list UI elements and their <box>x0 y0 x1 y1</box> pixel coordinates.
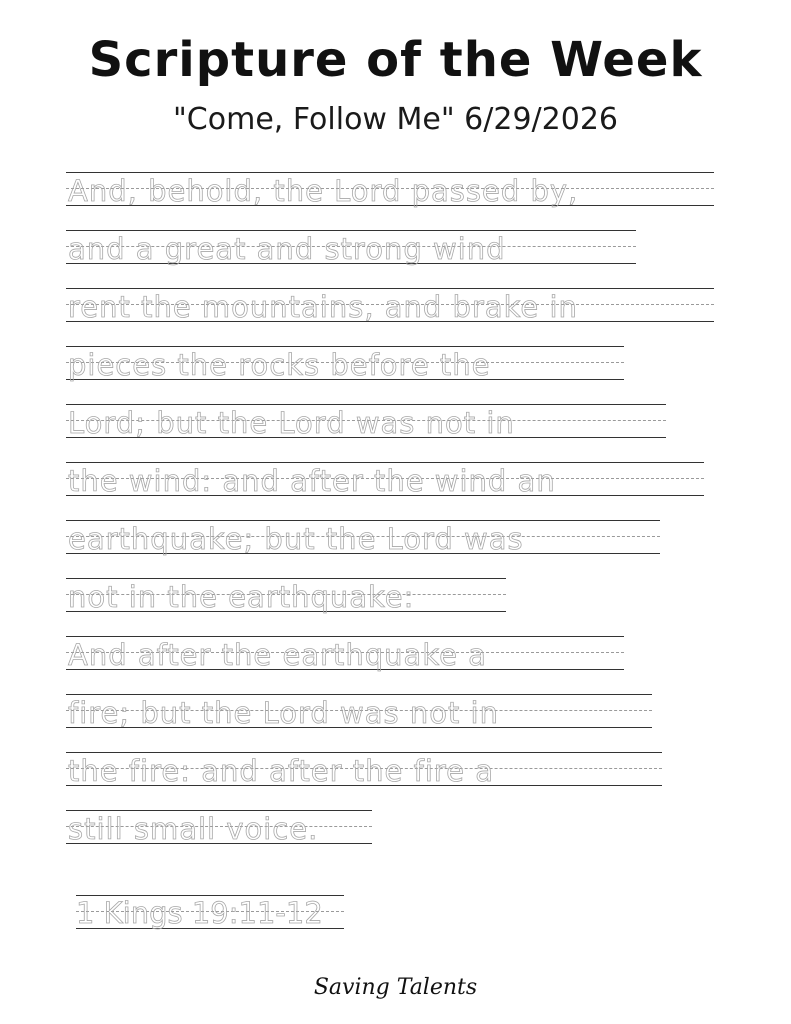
tracing-line-9 <box>66 636 624 672</box>
tracing-line-2 <box>66 230 636 266</box>
tracing-text: fire; but the Lord was not in <box>68 696 499 730</box>
tracing-line-8 <box>66 578 506 614</box>
tracing-line-12 <box>66 810 372 846</box>
page-title: Scripture of the Week <box>88 32 703 88</box>
tracing-line-6 <box>66 462 704 498</box>
brand-logo: Saving Talents <box>313 975 478 1000</box>
tracing-text: rent the mountains, and brake in <box>68 290 578 324</box>
tracing-text: earthquake; but the Lord was <box>68 522 524 556</box>
tracing-text: still small voice. <box>68 812 319 846</box>
tracing-text: the wind: and after the wind an <box>68 464 556 498</box>
tracing-text: Lord; but the Lord was not in <box>68 406 515 440</box>
tracing-line-4 <box>66 346 624 382</box>
tracing-line-1 <box>66 172 714 208</box>
scripture-reference <box>76 895 344 931</box>
tracing-text: And after the earthquake a <box>68 638 487 672</box>
tracing-text: pieces the rocks before the <box>68 348 491 382</box>
reference-text: 1 Kings 19:11-12 <box>76 896 323 930</box>
tracing-line-10 <box>66 694 652 730</box>
tracing-text: And, behold, the Lord passed by, <box>68 174 579 208</box>
tracing-line-3 <box>66 288 714 324</box>
page-subtitle: "Come, Follow Me" 6/29/2026 <box>173 102 618 137</box>
tracing-text: the fire: and after the fire a <box>68 754 494 788</box>
tracing-line-7 <box>66 520 660 556</box>
tracing-text: not in the earthquake: <box>68 580 415 614</box>
tracing-line-11 <box>66 752 662 788</box>
tracing-text: and a great and strong wind <box>68 232 506 266</box>
tracing-line-5 <box>66 404 666 440</box>
